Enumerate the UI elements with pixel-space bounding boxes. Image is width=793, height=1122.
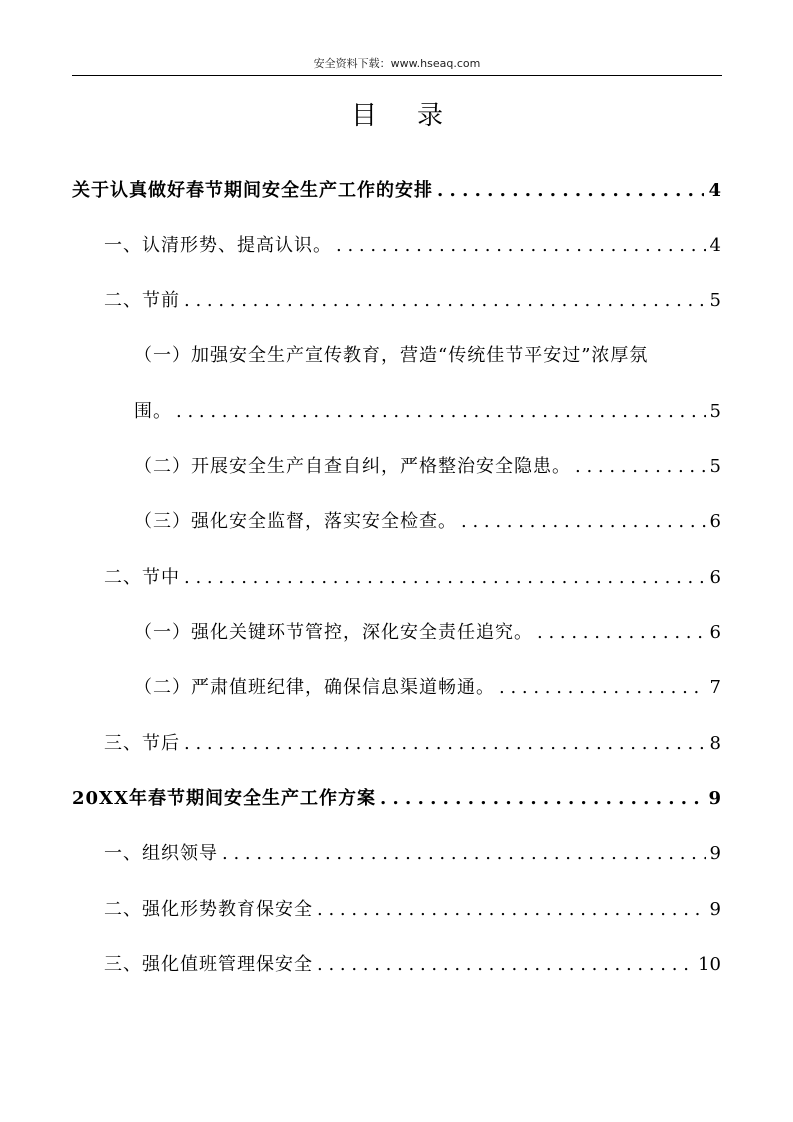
toc-page-number: 9: [708, 788, 721, 809]
toc-page-number: 10: [698, 954, 721, 975]
toc-entry-14[interactable]: [104, 950, 721, 976]
toc-leader-dots: [176, 401, 706, 422]
header-divider: [72, 75, 722, 76]
toc-entry-13[interactable]: [104, 895, 721, 921]
toc-page-number: 6: [709, 567, 721, 588]
toc-entry-9[interactable]: [134, 673, 721, 699]
toc-page-number: 6: [709, 622, 721, 643]
toc-page-number: 5: [709, 456, 721, 477]
toc-leader-dots: [461, 511, 706, 532]
toc-leader-dots: [222, 843, 706, 864]
toc-entry-text: 20XX年春节期间安全生产工作方案: [72, 788, 376, 809]
toc-leader-dots: [317, 954, 694, 975]
toc-entry-text: （二）开展安全生产自查自纠，严格整治安全隐患。: [134, 456, 571, 477]
toc-entry-text: 三、节后: [104, 733, 180, 754]
toc-entry-text: 一、认清形势、提高认识。: [104, 235, 332, 256]
toc-entry-4-line-1[interactable]: （一）加强安全生产宣传教育，营造“传统佳节平安过”浓厚氛: [134, 345, 649, 366]
toc-leader-dots: [380, 788, 704, 809]
toc-entry-8[interactable]: [134, 618, 721, 644]
toc-entry-text: 二、强化形势教育保安全: [104, 899, 313, 920]
toc-entry-5[interactable]: [134, 452, 721, 478]
toc-entry-1[interactable]: [72, 176, 721, 202]
toc-leader-dots: [184, 290, 706, 311]
toc-entry-3[interactable]: [104, 286, 721, 312]
toc-entry-2[interactable]: [104, 231, 721, 257]
toc-entry-6[interactable]: [134, 507, 721, 533]
toc-page-number: 6: [709, 511, 721, 532]
toc-entry-text: 关于认真做好春节期间安全生产工作的安排: [72, 180, 433, 201]
toc-entry-text: （一）强化关键环节管控，深化安全责任追究。: [134, 622, 533, 643]
toc-entry-text: 二、节前: [104, 290, 180, 311]
toc-page-number: 8: [709, 733, 721, 754]
toc-entry-text: 二、节中: [104, 567, 180, 588]
toc-leader-dots: [317, 899, 706, 920]
toc-leader-dots: [184, 733, 706, 754]
toc-entry-text: （二）严肃值班纪律，确保信息渠道畅通。: [134, 677, 495, 698]
toc-entry-11[interactable]: [72, 784, 721, 810]
toc-page-number: 9: [709, 843, 721, 864]
page-header: 安全资料下载：www.hseaq.com: [313, 57, 481, 70]
toc-entry-text: 围。: [134, 401, 172, 422]
toc-entry-text: 一、组织领导: [104, 843, 218, 864]
toc-entry-text: 三、强化值班管理保安全: [104, 954, 313, 975]
toc-leader-dots: [336, 235, 706, 256]
toc-entry-4[interactable]: [134, 397, 721, 423]
toc-entry-10[interactable]: [104, 729, 721, 755]
toc-page-number: 5: [709, 401, 721, 422]
toc-entry-text: （三）强化安全监督，落实安全检查。: [134, 511, 457, 532]
toc-leader-dots: [499, 677, 706, 698]
page-title: 目录: [350, 101, 483, 131]
toc-page-number: 4: [709, 235, 721, 256]
toc-leader-dots: [437, 180, 704, 201]
toc-entry-7[interactable]: [104, 563, 721, 589]
toc-entry-12[interactable]: [104, 839, 721, 865]
toc-page-number: 7: [709, 677, 721, 698]
toc-leader-dots: [537, 622, 706, 643]
toc-page-number: 9: [709, 899, 721, 920]
toc-page-number: 5: [709, 290, 721, 311]
toc-leader-dots: [575, 456, 706, 477]
toc-leader-dots: [184, 567, 706, 588]
toc-page-number: 4: [708, 180, 721, 201]
